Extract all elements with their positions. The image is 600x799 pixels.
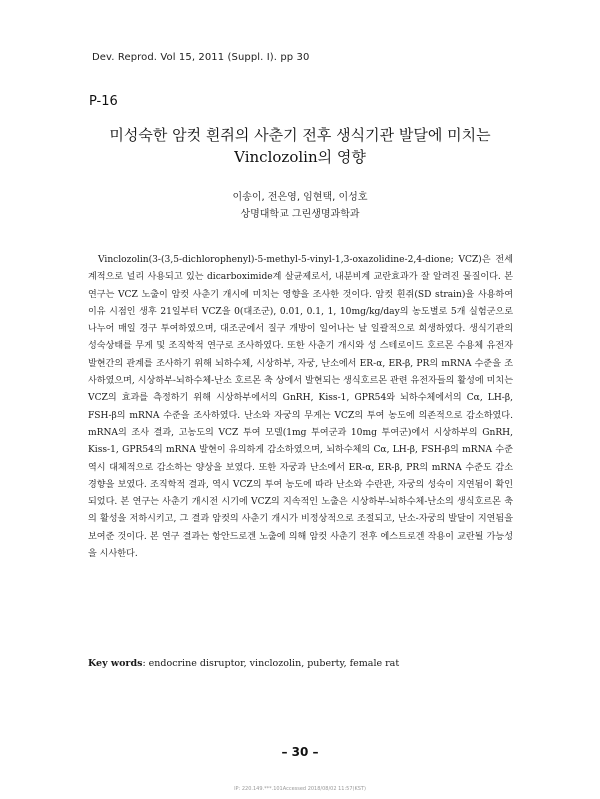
keywords-text: : endocrine disruptor, vinclozolin, puberty, female rat — [142, 658, 400, 669]
author-names: 이송이, 전은영, 임현택, 이성호 — [232, 192, 368, 203]
page-number: – 30 – — [281, 745, 319, 759]
title-line-2: Vinclozolin의 영향 — [234, 148, 366, 166]
keywords — [88, 658, 518, 669]
author-block — [80, 189, 520, 223]
keywords-label: Key words — [88, 658, 143, 669]
journal-citation: Dev. Reprod. Vol 15, 2011 (Suppl. I). pp 30 — [92, 52, 310, 63]
abstract-body: Vinclozolin(3-(3,5-dichlorophenyl)-5-methyl-5-vinyl-1,3-oxazolidine-2,4-dione; VCZ)은 전세계적으로 널리 사용되고 있는 dicarboximide계 살균제로서, 내분비계 교란효과가 잘 알려진 물질이다. 본 연구는 VCZ 노출이 암컷 사춘기 개시에 미치는 영향을 조사한 것이다. 암컷 흰쥐(SD strain)을 사용하여 이유 시점인 생후 21일부터 VCZ을 0(대조군), 0.01, 0.1, 1, 10mg/kg/day의 농도별로 5개 실험군으로 나누어 매일 경구 투여하였으며, 대조군에서 질구 개방이 일어나는 날 일괄적으로 희생하였다. 생식기관의 성숙상태를 무게 및 조직학적 연구로 조사하였다. 또한 사춘기 개시와 성 스테로이드 호르몬 수용체 유전자 발현간의 관계를 조사하기 위해 뇌하수체, 시상하부, 자궁, 난소에서 ER-α, ER-β, PR의 mRNA 수준을 조사하였으며, 시상하부-뇌하수체-난소 호르몬 축 상에서 발현되는 생식호르몬 관련 유전자들의 활성에 미치는 VCZ의 효과를 측정하기 위해 시상하부에서의 GnRH, Kiss-1, GPR54와 뇌하수체에서의 Cα, LH-β, FSH-β의 mRNA 수준을 조사하였다. 난소와 자궁의 무게는 VCZ의 투여 농도에 의존적으로 감소하였다. mRNA의 조사 결과, 고농도의 VCZ 투여 모델(1mg 투여군과 10mg 투여군)에서 시상하부의 GnRH, Kiss-1, GPR54의 mRNA 발현이 유의하게 감소하였으며, 뇌하수체의 Cα, LH-β, FSH-β의 mRNA 수준 역시 대체적으로 감소하는 양상을 보였다. 또한 자궁과 난소에서 ER-α, ER-β, PR의 mRNA 수준도 감소 경향을 보였다. 조직학적 결과, 역시 VCZ의 투여 농도에 따라 난소와 수란관, 자궁의 성숙이 지연됨이 확인되었다. 본 연구는 사춘기 개시전 시기에 VCZ의 지속적인 노출은 시상하부-뇌하수체-난소의 생식호르몬 축의 활성을 저하시키고, 그 결과 암컷의 사춘기 개시가 비정상적으로 조절되고, 난소-자궁의 발달이 지연됨을 보여준 것이다. 본 연구 결과는 항안드로겐 노출에 의해 암컷 사춘기 전후 에스트로겐 작용이 교란될 가능성을 시사한다. — [88, 255, 513, 560]
author-affiliation: 상명대학교 그린생명과학과 — [240, 209, 360, 220]
poster-code: P-16 — [89, 94, 118, 109]
paper-title — [80, 124, 520, 168]
access-watermark: IP: 220.149.***.101Accessed 2018/08/02 11:57(KST) — [234, 786, 366, 792]
title-line-1: 미성숙한 암컷 흰쥐의 사춘기 전후 생식기관 발달에 미치는 — [109, 126, 491, 144]
